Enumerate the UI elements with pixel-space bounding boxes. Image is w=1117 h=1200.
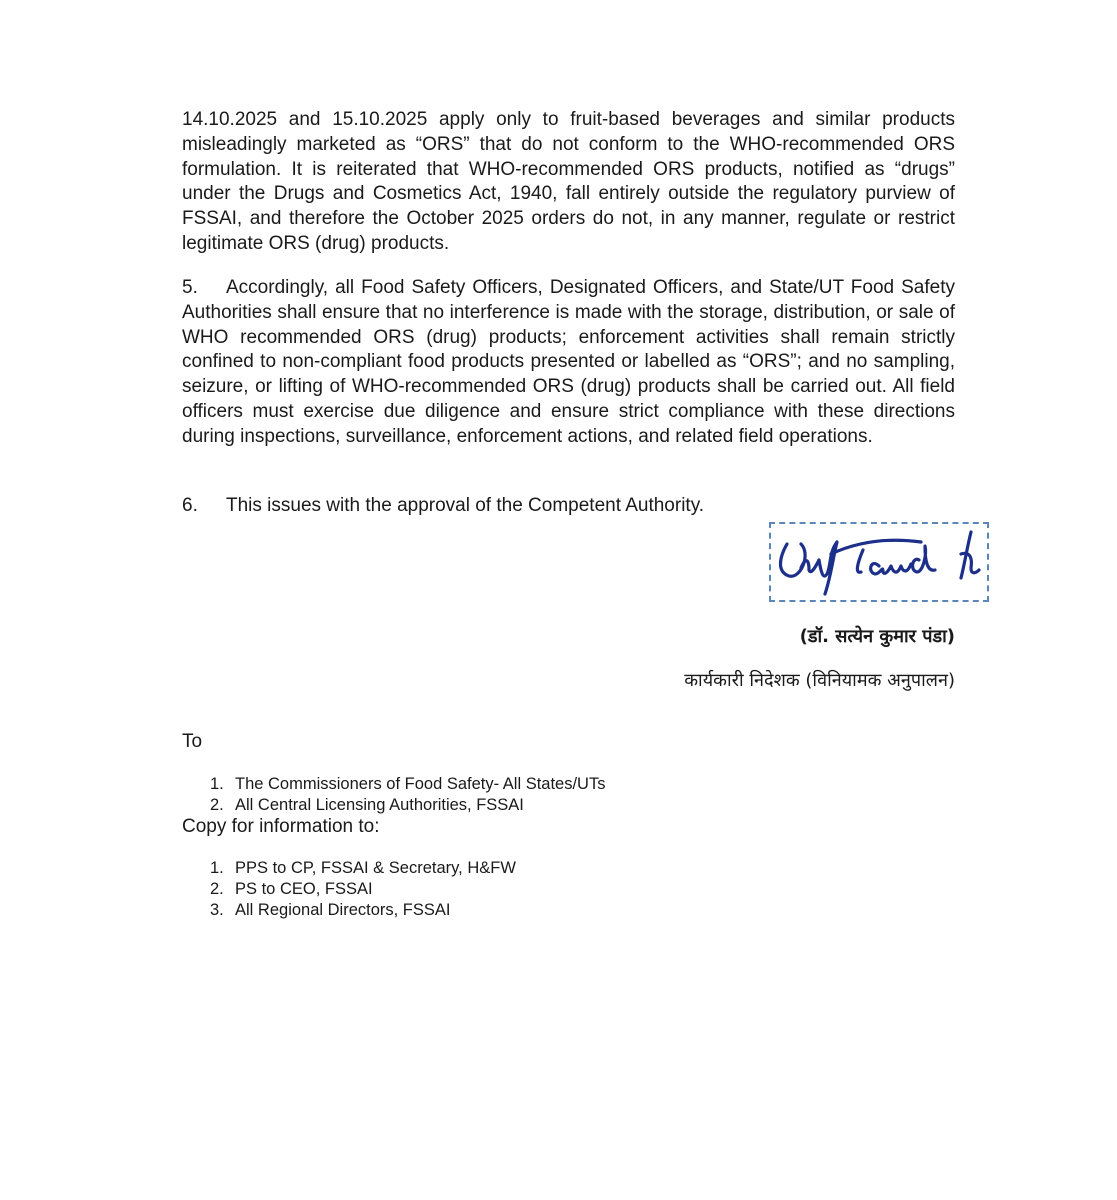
digital-signature-box xyxy=(769,522,989,602)
list-item xyxy=(210,858,516,879)
handwritten-signature xyxy=(771,524,991,604)
list-item-number: 1. xyxy=(210,859,224,877)
list-item-number: 2. xyxy=(210,880,224,898)
copy-list xyxy=(210,858,516,921)
list-item-text: All Regional Directors, FSSAI xyxy=(235,901,451,919)
paragraph-4-continuation: 14.10.2025 and 15.10.2025 apply only to fruit-based beverages and similar products misleadingly marketed as “ORS” that do not conform to the WHO-recommended ORS formulation. It is reiterated that WHO-recommended ORS products, notified as “drugs” under the Drugs and Cosmetics Act, 1940, fall entirely outside the regulatory purview of FSSAI, and therefore the October 2025 orders do not, in any manner, regulate or restrict legitimate ORS (drug) products. xyxy=(182,109,955,254)
list-item-number: 2. xyxy=(210,796,224,814)
list-item xyxy=(210,795,605,816)
list-item-text: PS to CEO, FSSAI xyxy=(235,880,373,898)
list-item xyxy=(210,879,516,900)
list-item-text: PPS to CP, FSSAI & Secretary, H&FW xyxy=(235,859,516,877)
paragraph-6-number: 6. xyxy=(182,495,198,516)
list-item-number: 1. xyxy=(210,775,224,793)
signatory-designation: कार्यकारी निदेशक (विनियामक अनुपालन) xyxy=(684,670,955,691)
list-item xyxy=(210,900,516,921)
list-item xyxy=(210,774,605,795)
list-item-text: The Commissioners of Food Safety- All States/UTs xyxy=(235,775,606,793)
list-item-text: All Central Licensing Authorities, FSSAI xyxy=(235,796,524,814)
paragraph-6 xyxy=(182,494,955,519)
signatory-name: (डॉ. सत्येन कुमार पंडा) xyxy=(799,626,955,647)
copy-heading: Copy for information to: xyxy=(182,816,380,837)
list-item-number: 3. xyxy=(210,901,224,919)
paragraph-5 xyxy=(182,276,955,450)
to-heading: To xyxy=(182,731,203,752)
recipient-list xyxy=(210,774,605,816)
paragraph-5-number: 5. xyxy=(182,277,198,298)
paragraph-5-text: Accordingly, all Food Safety Officers, Designated Officers, and State/UT Food Safety Authorities shall ensure that no interference is made with the storage, distribution, or sale of WHO recommended ORS (drug) products; enforcement activities shall remain strictly confined to non-compliant food products presented or labelled as “ORS”; and no sampling, seizure, or lifting of WHO-recommended ORS (drug) products shall be carried out. All field officers must exercise due diligence and ensure strict compliance with these directions during inspections, surveillance, enforcement actions, and related field operations. xyxy=(182,277,955,447)
paragraph-6-text: This issues with the approval of the Competent Authority. xyxy=(226,495,705,516)
